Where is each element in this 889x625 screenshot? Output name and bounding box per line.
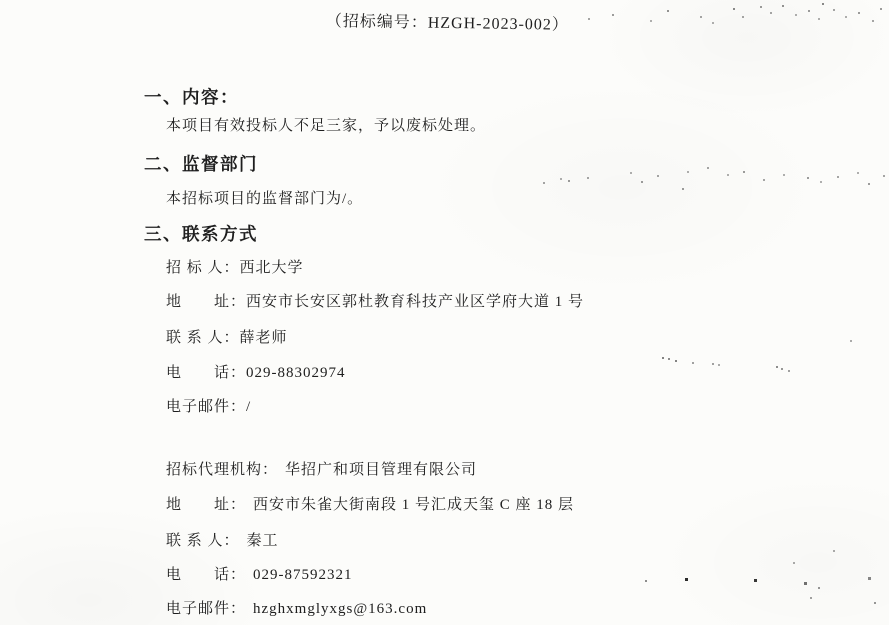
tenderer-address-label: 地 址： (166, 294, 247, 310)
section-heading-content: 一、内容： (144, 87, 239, 107)
tenderer-name-line (166, 256, 304, 277)
agency-email-line (166, 597, 427, 618)
tenderer-contact-label: 联 系 人： (166, 330, 240, 346)
section-heading-contact: 三、联系方式 (144, 224, 258, 244)
tenderer-phone-label: 电 话： (166, 365, 247, 381)
agency-contact-value: 秦工 (246, 533, 279, 549)
agency-phone-line (166, 563, 353, 584)
section-body-content: 本项目有效投标人不足三家，予以废标处理。 (166, 118, 487, 134)
agency-name-line (166, 458, 477, 479)
tenderer-address-value: 西安市长安区郭杜教育科技产业区学府大道 1 号 (246, 294, 585, 310)
agency-contact-label: 联 系 人： (166, 533, 240, 549)
tenderer-name-value: 西北大学 (239, 260, 304, 276)
agency-email-value: hzghxmglyxgs@163.com (253, 601, 428, 617)
agency-name-label: 招标代理机构： (166, 462, 279, 478)
agency-address-value: 西安市朱雀大街南段 1 号汇成天玺 C 座 18 层 (253, 497, 575, 513)
tenderer-email-line (166, 395, 251, 416)
agency-contact-line (166, 529, 279, 550)
agency-name-value: 华招广和项目管理有限公司 (285, 462, 478, 478)
tender-number: （招标编号：HZGH-2023-002） (325, 12, 570, 34)
tenderer-email-label: 电子邮件： (166, 399, 247, 415)
agency-address-line (166, 493, 574, 514)
tenderer-phone-value: 029-88302974 (246, 365, 346, 381)
agency-phone-label: 电 话： (166, 567, 247, 583)
agency-address-label: 地 址： (166, 497, 247, 513)
tenderer-contact-value: 薛老师 (239, 330, 288, 346)
scan-noise-specks (0, 0, 2, 2)
scan-noise-dots (0, 0, 3, 3)
agency-email-label: 电子邮件： (166, 601, 247, 617)
tenderer-address-line (166, 290, 584, 311)
tenderer-name-label: 招 标 人： (166, 260, 240, 276)
tenderer-phone-line (166, 361, 346, 382)
tenderer-contact-line (166, 326, 288, 347)
section-body-supervision: 本招标项目的监督部门为/。 (166, 191, 364, 207)
section-heading-supervision: 二、监督部门 (144, 154, 258, 174)
tenderer-email-value: / (246, 399, 252, 415)
agency-phone-value: 029-87592321 (253, 567, 353, 583)
